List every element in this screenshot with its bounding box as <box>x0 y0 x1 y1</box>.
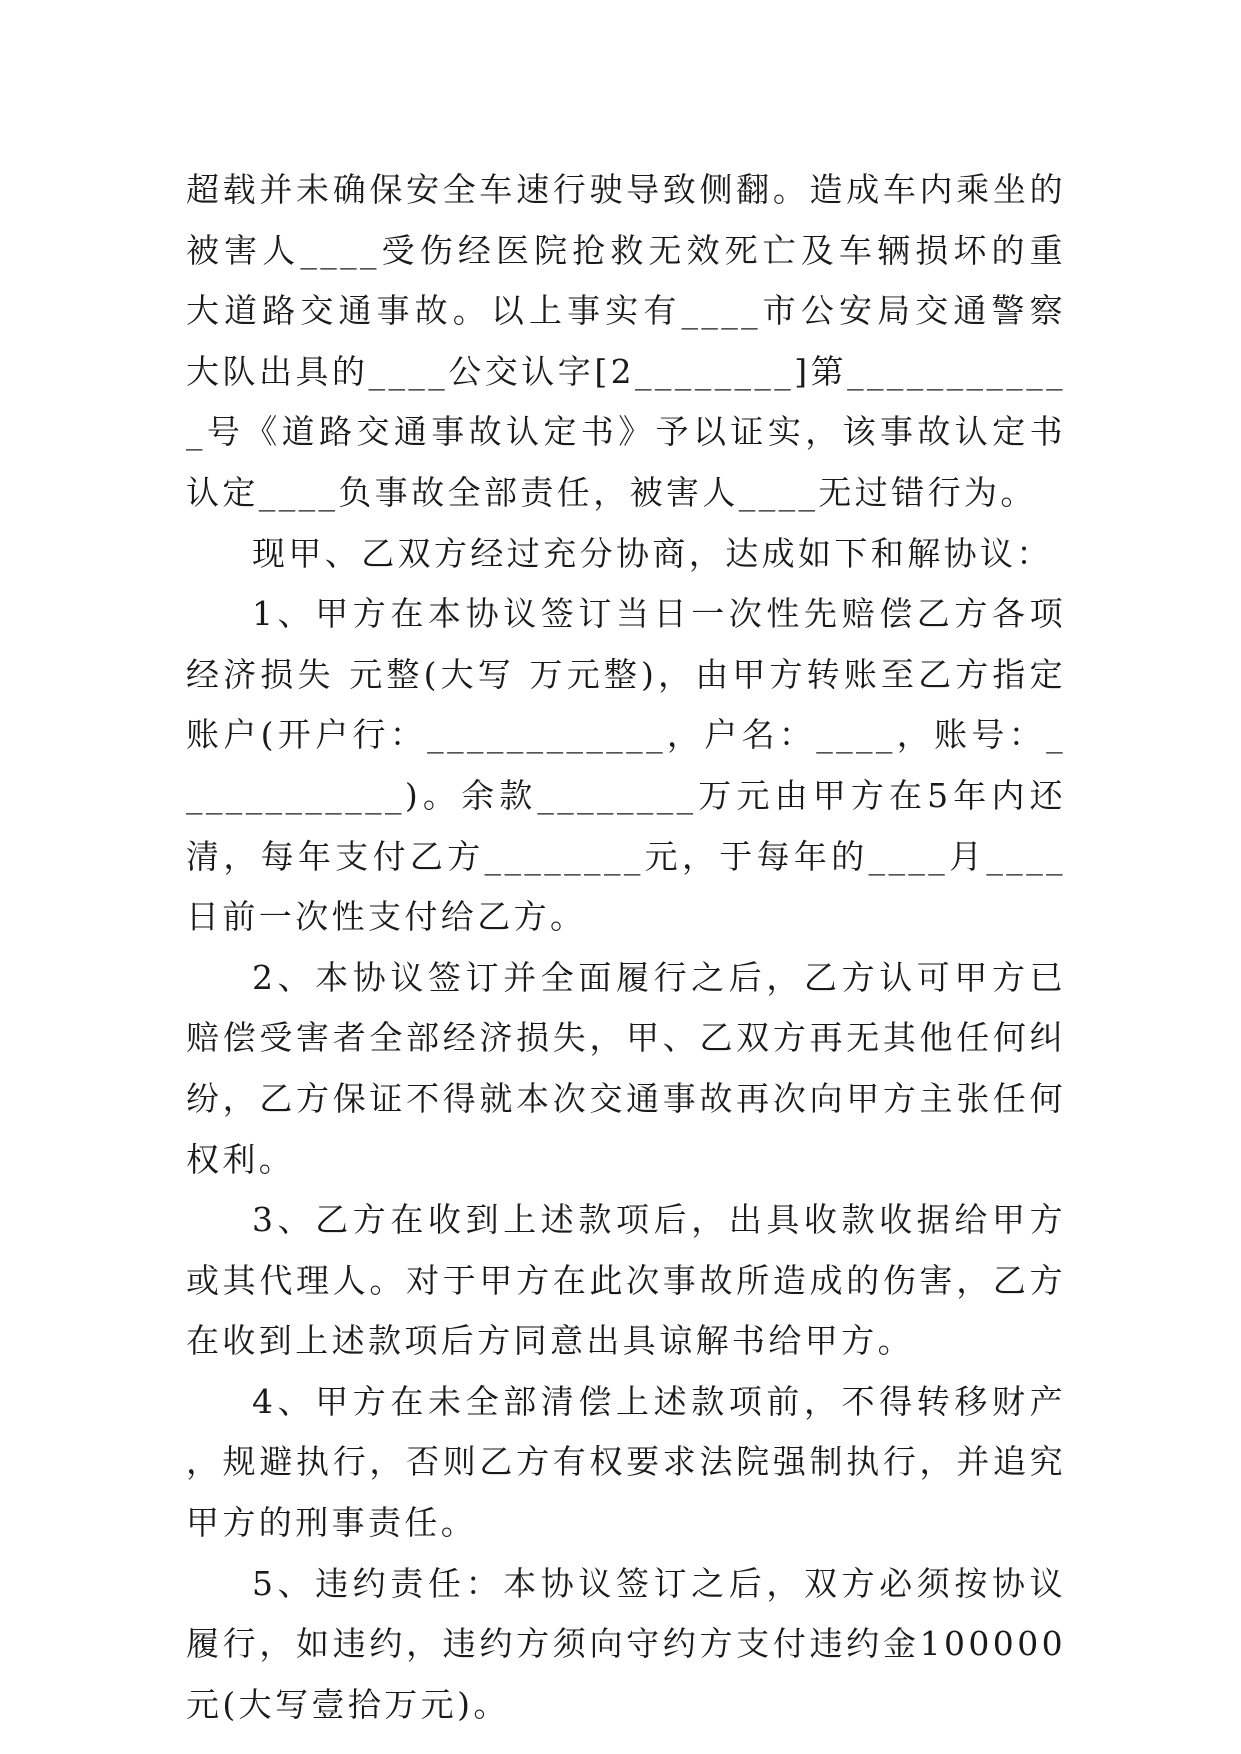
paragraph-clause-5: 5、违约责任：本协议签订之后，双方必须按协议履行，如违约，违约方须向守约方支付违约金100000元(大写壹拾万元)。 <box>186 1563 1066 1724</box>
document-body <box>186 160 1066 1735</box>
paragraph-clause-1: 1、甲方在本协议签订当日一次性先赔偿乙方各项经济损失 元整(大写 万元整)，由甲方转账至乙方指定账户(开户行：____________，户名：____，账号：____________)。余款________万元由甲方在5年内还清，每年支付乙方________元，于每年的____月____日前一次性支付给乙方。 <box>186 594 1066 937</box>
paragraph-clause-3: 3、乙方在收到上述款项后，出具收款收据给甲方或其代理人。对于甲方在此次事故所造成的伤害，乙方在收到上述款项后方同意出具谅解书给甲方。 <box>186 1200 1066 1361</box>
paragraph-clause-2: 2、本协议签订并全面履行之后，乙方认可甲方已赔偿受害者全部经济损失，甲、乙双方再无其他任何纠纷，乙方保证不得就本次交通事故再次向甲方主张任何权利。 <box>186 957 1066 1179</box>
paragraph-clause-4: 4、甲方在未全部清偿上述款项前，不得转移财产，规避执行，否则乙方有权要求法院强制执行，并追究甲方的刑事责任。 <box>186 1381 1066 1543</box>
paragraph-agreement-intro: 现甲、乙双方经过充分协商，达成如下和解协议： <box>252 533 1053 573</box>
paragraph-accident-facts: 超载并未确保安全车速行驶导致侧翻。造成车内乘坐的被害人____受伤经医院抢救无效死亡及车辆损坏的重大道路交通事故。以上事实有____市公安局交通警察大队出具的____公交认字[2________]第____________号《道路交通事故认定书》予以证实，该事故认定书认定____负事故全部责任，被害人____无过错行为。 <box>186 170 1066 512</box>
